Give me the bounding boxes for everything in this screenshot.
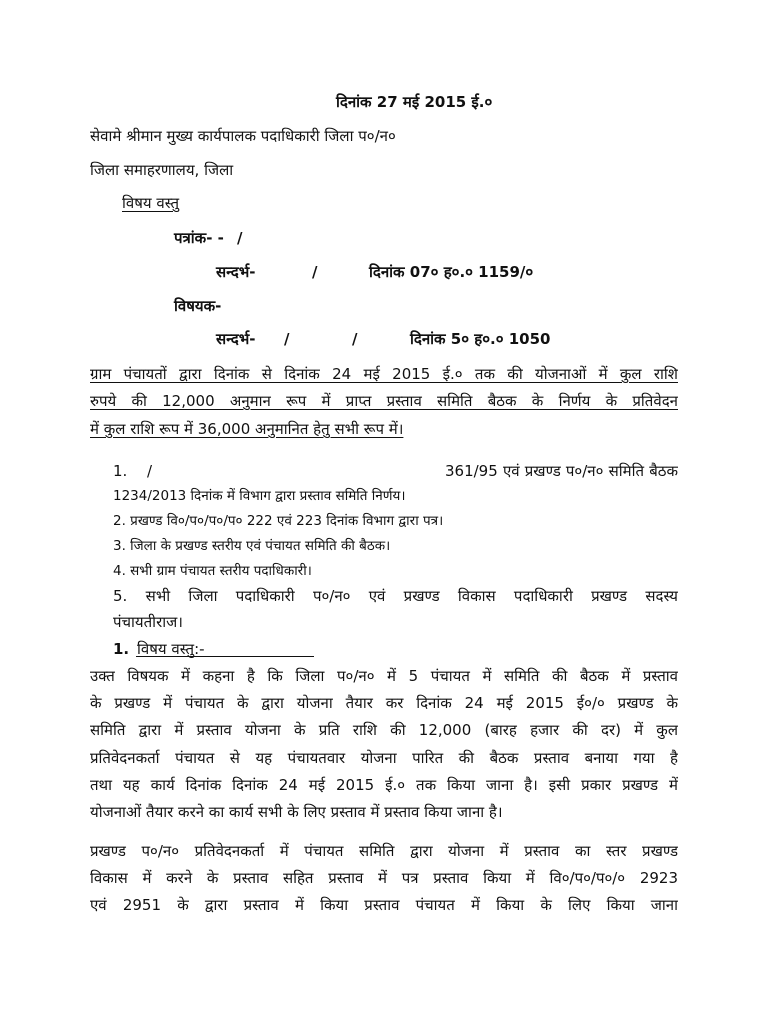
- ref-2-tail: दिनांक 07० ह०.० 1159/०: [369, 263, 534, 281]
- ref-2-slash-1: /: [312, 263, 318, 281]
- ref-4-tail: दिनांक 5० ह०.० 1050: [410, 330, 551, 348]
- ref-4-slash-2: /: [352, 330, 358, 348]
- subject-para-line-2: रुपये की 12,000 अनुमान रूप में प्राप्त प्रस्ताव समिति बैठक के निर्णय के प्रतिवेदन: [90, 392, 678, 410]
- section-1-number: 1.: [113, 640, 130, 658]
- ref-1-slash: /: [237, 229, 243, 247]
- section-1-heading: विषय वस्तु:-: [137, 640, 205, 658]
- list-item-1-slash: /: [147, 462, 153, 480]
- ref-4-label: सन्दर्भ-: [216, 330, 256, 348]
- body-para-1-line-1: उक्त विषयक में कहना है कि जिला प०/न० में 5 पंचायत में समिति की बैठक में प्रस्ताव: [90, 667, 678, 685]
- body-para-2-line-3: एवं 2951 के द्वारा प्रस्ताव में किया प्रस्ताव पंचायत में किया के लिए किया जाना: [90, 896, 678, 914]
- body-para-1-line-5: तथा यह कार्य दिनांक दिनांक 24 मई 2015 ई.० तक किया जाना है। इसी प्रकार प्रखण्ड में: [90, 776, 678, 794]
- body-para-1-line-6: योजनाओं तैयार करने का कार्य सभी के लिए प्रस्ताव में प्रस्ताव किया जाना है।: [90, 803, 503, 821]
- ref-1-label: पत्रांक- -: [174, 229, 224, 247]
- date-line: दिनांक 27 मई 2015 ई.०: [336, 93, 493, 111]
- body-para-1-line-2: के प्रखण्ड में पंचायत के द्वारा योजना तैयार कर दिनांक 24 मई 2015 ई०/० प्रखण्ड के: [90, 694, 678, 712]
- subject-para-line-3: में कुल राशि रूप में 36,000 अनुमानित हेतु सभी रूप में।: [90, 420, 404, 438]
- body-para-1-line-3: समिति द्वारा में प्रस्ताव योजना के प्रति राशि की 12,000 (बारह हजार की दर) में कुल: [90, 721, 678, 739]
- list-item-1-number: 1.: [113, 462, 128, 480]
- list-item-1-tail: 361/95 एवं प्रखण्ड प०/न० समिति बैठक: [445, 462, 678, 480]
- body-para-2-line-2: विकास में करने के प्रस्ताव सहित प्रस्ताव में पत्र प्रस्ताव किया में वि०/प०/प०/० 2923: [90, 869, 678, 887]
- body-para-2-line-1: प्रखण्ड प०/न० प्रतिवेदनकर्ता में पंचायत समिति द्वारा योजना में प्रस्ताव का स्तर प्रखण्ड: [90, 842, 678, 860]
- list-item-1-continuation: 1234/2013 दिनांक में विभाग द्वारा प्रस्ताव समिति निर्णय।: [113, 488, 406, 504]
- list-item-3: 3. जिला के प्रखण्ड स्तरीय एवं पंचायत समिति की बैठक।: [113, 538, 391, 554]
- list-item-5-line-2: पंचायतीराज।: [113, 613, 183, 631]
- subject-label: विषय वस्तु: [122, 194, 180, 212]
- ref-2-label: सन्दर्भ-: [216, 263, 256, 281]
- body-para-1-line-4: प्रतिवेदनकर्ता पंचायत से यह पंचायतवार योजना पारित की बैठक प्रस्ताव बनाया गया है: [90, 749, 678, 767]
- ref-3-label: विषयक-: [174, 297, 222, 315]
- list-item-4: 4. सभी ग्राम पंचायत स्तरीय पदाधिकारी।: [113, 563, 312, 579]
- section-1-heading-underline: [136, 656, 314, 657]
- list-item-5-line-1: 5. सभी जिला पदाधिकारी प०/न० एवं प्रखण्ड विकास पदाधिकारी प्रखण्ड सदस्य: [113, 587, 678, 605]
- recipient-line-2: जिला समाहरणालय, जिला: [90, 161, 234, 179]
- recipient-line-1: सेवामे श्रीमान मुख्य कार्यपालक पदाधिकारी जिला प०/न०: [90, 127, 396, 145]
- subject-para-line-1: ग्राम पंचायतों द्वारा दिनांक से दिनांक 24 मई 2015 ई.० तक की योजनाओं में कुल राशि: [90, 365, 678, 383]
- ref-4-slash-1: /: [284, 330, 290, 348]
- list-item-2: 2. प्रखण्ड वि०/प०/प०/प० 222 एवं 223 दिनांक विभाग द्वारा पत्र।: [113, 513, 444, 529]
